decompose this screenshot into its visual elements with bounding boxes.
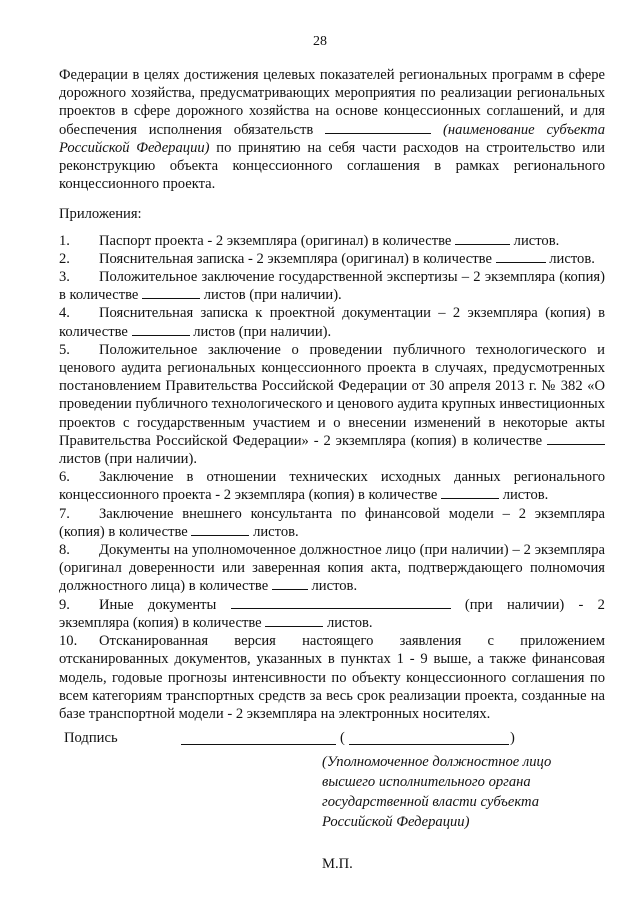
appendix-item-1 xyxy=(59,232,605,250)
item-number: 1. xyxy=(59,232,70,249)
appendix-item-6 xyxy=(59,468,605,504)
appendix-item-5 xyxy=(59,341,605,468)
blank-line xyxy=(265,614,323,627)
signature-label: Подпись xyxy=(64,730,118,746)
item-number: 9. xyxy=(59,596,70,613)
item-text-end: листов (при наличии). xyxy=(193,323,332,340)
item-text-end: листов (при наличии). xyxy=(59,451,197,468)
item-text-end: листов. xyxy=(513,232,560,249)
item-number: 3. xyxy=(59,269,70,286)
stamp-place: М.П. xyxy=(322,856,353,872)
blank-line xyxy=(142,286,200,299)
intro-text-1: Федерации в целях достижения целевых показателей региональных программ в сфере дорожного хозяйства, предусматривающих мероприятия по реализации региональных проектов в сфере дорожного хозяйства на основе концессионных соглашений, и для обеспечения исполнения обязательств xyxy=(59,67,605,138)
item-number: 7. xyxy=(59,505,70,522)
item-text: Заключение в отношении технических исходных данных регионального концессионного проекта - 2 экземпляра (копия) в количестве xyxy=(59,469,605,504)
appendix-item-2 xyxy=(59,250,605,268)
item-number: 4. xyxy=(59,305,70,322)
appendix-item-7 xyxy=(59,505,605,541)
item-text-end: листов. xyxy=(549,250,595,267)
document-body xyxy=(59,66,605,723)
item-text: Пояснительная записка - 2 экземпляра (оригинал) в количестве xyxy=(99,250,492,267)
item-text-end: листов. xyxy=(326,614,373,631)
blank-line xyxy=(455,232,510,245)
item-text-end: листов (при наличии). xyxy=(203,287,342,304)
item-text: Паспорт проекта - 2 экземпляра (оригинал) в количестве xyxy=(99,232,452,249)
item-text: Документы на уполномоченное должностное лицо (при наличии) – 2 экземпляра (оригинал доверенности или заверенная копия акта, подтверждающего полномочия должностного лица) в количестве xyxy=(59,542,605,595)
item-number: 6. xyxy=(59,469,70,486)
blank-line xyxy=(231,596,451,609)
appendices-title: Приложения: xyxy=(59,206,142,223)
item-number: 2. xyxy=(59,250,70,267)
item-number: 8. xyxy=(59,542,70,559)
appendix-item-3 xyxy=(59,268,605,304)
intro-paragraph xyxy=(59,66,605,193)
blank-line xyxy=(441,486,499,499)
item-text: Положительное заключение о проведении публичного технологического и ценового аудита региональных концессионного проекта в случаях, предусмотренных постановлением Правительства Российской Федерации от 30 апреля 2013 г. № 382 «О проведении публичного технологического и ценового аудита крупных инвестиционных проектов с государственным участием и о внесении изменений в некоторые акты Правительства Российской Федерации» - 2 экземпляра (копия) в количестве xyxy=(59,341,605,449)
item-text: Положительное заключение государственной экспертизы – 2 экземпляра (копия) в количестве xyxy=(59,269,605,304)
item-text: Заключение внешнего консультанта по финансовой модели – 2 экземпляра (копия) в количестве xyxy=(59,505,605,540)
signatory-description: (Уполномоченное должностное лицо высшего исполнительного органа государственной власти субъекта Российской Федерации) xyxy=(322,754,552,830)
appendix-item-8 xyxy=(59,541,605,596)
item-text-end: листов. xyxy=(253,523,299,540)
blank-line xyxy=(547,432,605,445)
item-text: Пояснительная записка к проектной документации – 2 экземпляра (копия) в количестве xyxy=(59,305,605,340)
signature-close-paren: ) xyxy=(510,730,515,746)
item-text: Отсканированная версия настоящего заявления с приложением отсканированных документов, указанных в пунктах 1 - 9 выше, а также финансовая модель, годовые прогнозы интенсивности по объекту концессионного соглашения по всем категориям транспортных средств за весь срок реализации проекта, созданные на базе транспортной модели - 2 экземпляра на электронных носителях. xyxy=(59,633,605,722)
blank-line xyxy=(132,323,190,336)
item-number: 5. xyxy=(59,341,70,358)
item-text: Иные документы xyxy=(99,596,217,613)
signature-name-line xyxy=(349,744,509,745)
appendix-item-9 xyxy=(59,596,605,632)
signature-line xyxy=(181,744,336,745)
blank-line xyxy=(496,250,546,263)
blank-line xyxy=(272,577,308,590)
item-text-mid: (при наличии) - 2 экземпляра (копия) в количестве xyxy=(59,596,605,631)
appendix-item-4 xyxy=(59,304,605,340)
subject-blank-line xyxy=(325,121,431,134)
appendix-item-10 xyxy=(59,632,605,723)
item-text-end: листов. xyxy=(502,487,549,504)
subject-placeholder: (наименование субъекта Российской Федерации) xyxy=(59,121,606,156)
blank-line xyxy=(191,523,249,536)
intro-text-2: по принятию на себя части расходов на строительство или реконструкцию объекта концессионного соглашения в рамках регионального концессионного проекта. xyxy=(59,139,605,193)
item-text-end: листов. xyxy=(311,578,358,595)
item-number: 10. xyxy=(59,633,78,650)
page-number: 28 xyxy=(313,34,327,49)
signature-open-paren: ( xyxy=(340,730,345,746)
